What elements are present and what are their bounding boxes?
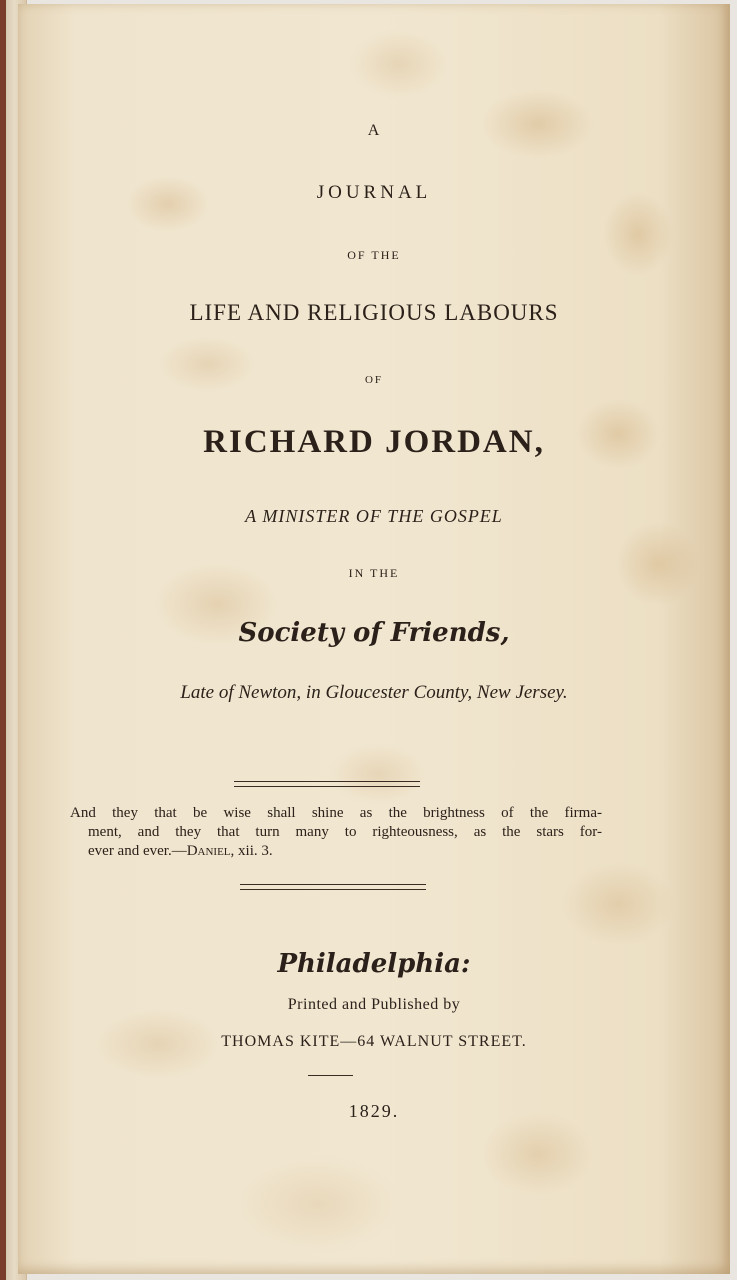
epigraph xyxy=(70,804,602,861)
epigraph-source: Daniel xyxy=(186,843,231,859)
title-page xyxy=(18,4,730,1274)
author-role: A MINISTER OF THE GOSPEL xyxy=(245,506,503,526)
author-residence: Late of Newton, in Gloucester County, New Jersey. xyxy=(180,682,568,703)
imprint-printed-by: Printed and Published by xyxy=(287,996,461,1013)
title-in-the: IN THE xyxy=(348,566,400,580)
epigraph-line-2: ment, and they that turn many to righteousness, as the stars for- xyxy=(88,824,602,840)
epigraph-line-3 xyxy=(70,842,602,861)
society-of-friends: Society of Friends, xyxy=(238,618,510,648)
epigraph-line-1: And they that be wise shall shine as the brightness of the firma- xyxy=(70,805,602,821)
epigraph-reference: , xii. 3. xyxy=(230,843,273,859)
epigraph-line-3-text: ever and ever.— xyxy=(88,843,187,859)
title-life-labours: LIFE AND RELIGIOUS LABOURS xyxy=(189,300,559,325)
title-of: OF xyxy=(364,374,384,386)
title-article: A xyxy=(367,122,381,139)
title-of-the: OF THE xyxy=(347,248,401,262)
imprint-year: 1829. xyxy=(348,1101,400,1121)
double-rule-bottom xyxy=(240,884,426,890)
imprint-publisher: THOMAS KITE—64 WALNUT STREET. xyxy=(221,1033,527,1050)
title-journal: JOURNAL xyxy=(316,182,432,203)
author-name: RICHARD JORDAN, xyxy=(203,424,545,460)
binding-cover-edge xyxy=(0,0,6,1280)
imprint-city: Philadelphia: xyxy=(277,949,471,979)
double-rule-top xyxy=(234,781,420,787)
short-rule xyxy=(308,1075,353,1076)
